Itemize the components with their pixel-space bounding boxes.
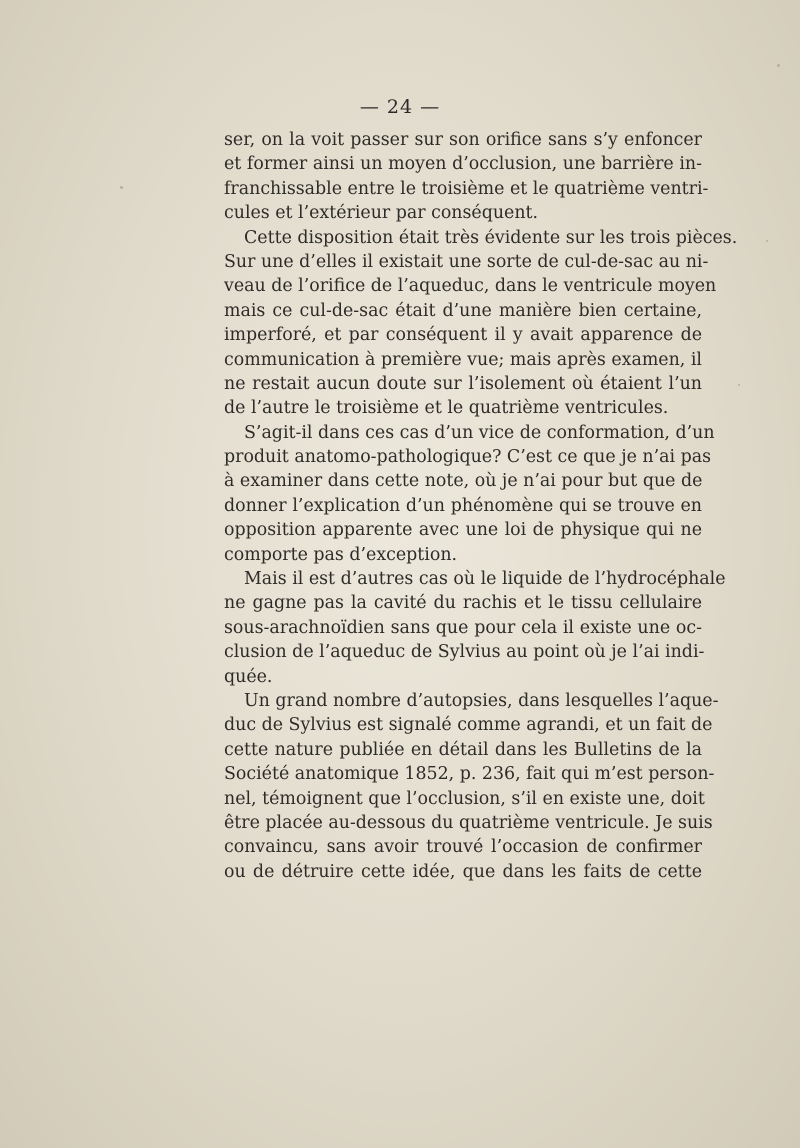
text-line: mais ce cul-de-sac était d’une manière bien certaine,	[224, 300, 702, 321]
text-line: opposition apparente avec une loi de physique qui ne	[224, 520, 702, 541]
text-line: ne gagne pas la cavité du rachis et le tissu cellulaire	[224, 593, 702, 614]
text-line: Société anatomique 1852, p. 236, fait qui m’est person-	[224, 764, 715, 785]
paper-speck	[738, 384, 740, 386]
paper-speck	[766, 240, 768, 242]
text-line: franchissable entre le troisième et le quatrième ventri-	[224, 178, 709, 199]
text-line: ser, on la voit passer sur son orifice sans s’y enfoncer	[224, 130, 702, 150]
text-line: clusion de l’aqueduc de Sylvius au point où je l’ai indi-	[224, 642, 705, 663]
text-line: à examiner dans cette note, où je n’ai pour but que de	[224, 471, 703, 492]
text-line: être placée au-dessous du quatrième ventricule. Je suis	[224, 812, 713, 833]
text-line: cette nature publiée en détail dans les Bulletins de la	[224, 739, 702, 760]
text-line: imperforé, et par conséquent il y avait apparence de	[224, 325, 702, 346]
text-line: Sur une d’elles il existait une sorte de cul-de-sac au ni-	[224, 251, 709, 272]
text-line: quée.	[224, 666, 273, 687]
text-line: comporte pas d’exception.	[224, 544, 458, 565]
text-line: Mais il est d’autres cas où le liquide de l’hydrocéphale	[244, 569, 726, 590]
text-line: Cette disposition était très évidente sur les trois pièces.	[244, 227, 738, 248]
text-line: Un grand nombre d’autopsies, dans lesquelles l’aque-	[244, 690, 719, 711]
paper-speck	[777, 64, 780, 67]
text-line: veau de l’orifice de l’aqueduc, dans le ventricule moyen	[224, 276, 717, 297]
text-line: communication à première vue; mais après examen, il	[224, 349, 702, 370]
text-line: convaincu, sans avoir trouvé l’occasion de confirmer	[224, 837, 702, 858]
text-line: ne restait aucun doute sur l’isolement où étaient l’un	[224, 373, 702, 394]
text-line: sous-arachnoïdien sans que pour cela il existe une oc-	[224, 617, 702, 638]
text-line: S’agit-il dans ces cas d’un vice de conformation, d’un	[244, 422, 715, 443]
paper-speck	[120, 186, 123, 189]
text-line: de l’autre le troisième et le quatrième ventricules.	[224, 398, 669, 419]
text-line: donner l’explication d’un phénomène qui se trouve en	[224, 495, 702, 516]
text-line: cules et l’extérieur par conséquent.	[224, 203, 539, 224]
page-number: — 24 —	[359, 96, 441, 118]
text-line: nel, témoignent que l’occlusion, s’il en existe une, doit	[224, 788, 705, 809]
text-line: produit anatomo-pathologique? C’est ce que je n’ai pas	[224, 447, 712, 468]
text-line: ou de détruire cette idée, que dans les faits de cette	[224, 861, 702, 882]
text-line: et former ainsi un moyen d’occlusion, une barrière in-	[224, 154, 702, 175]
body-text	[224, 128, 738, 884]
text-line: duc de Sylvius est signalé comme agrandi, et un fait de	[224, 715, 713, 736]
